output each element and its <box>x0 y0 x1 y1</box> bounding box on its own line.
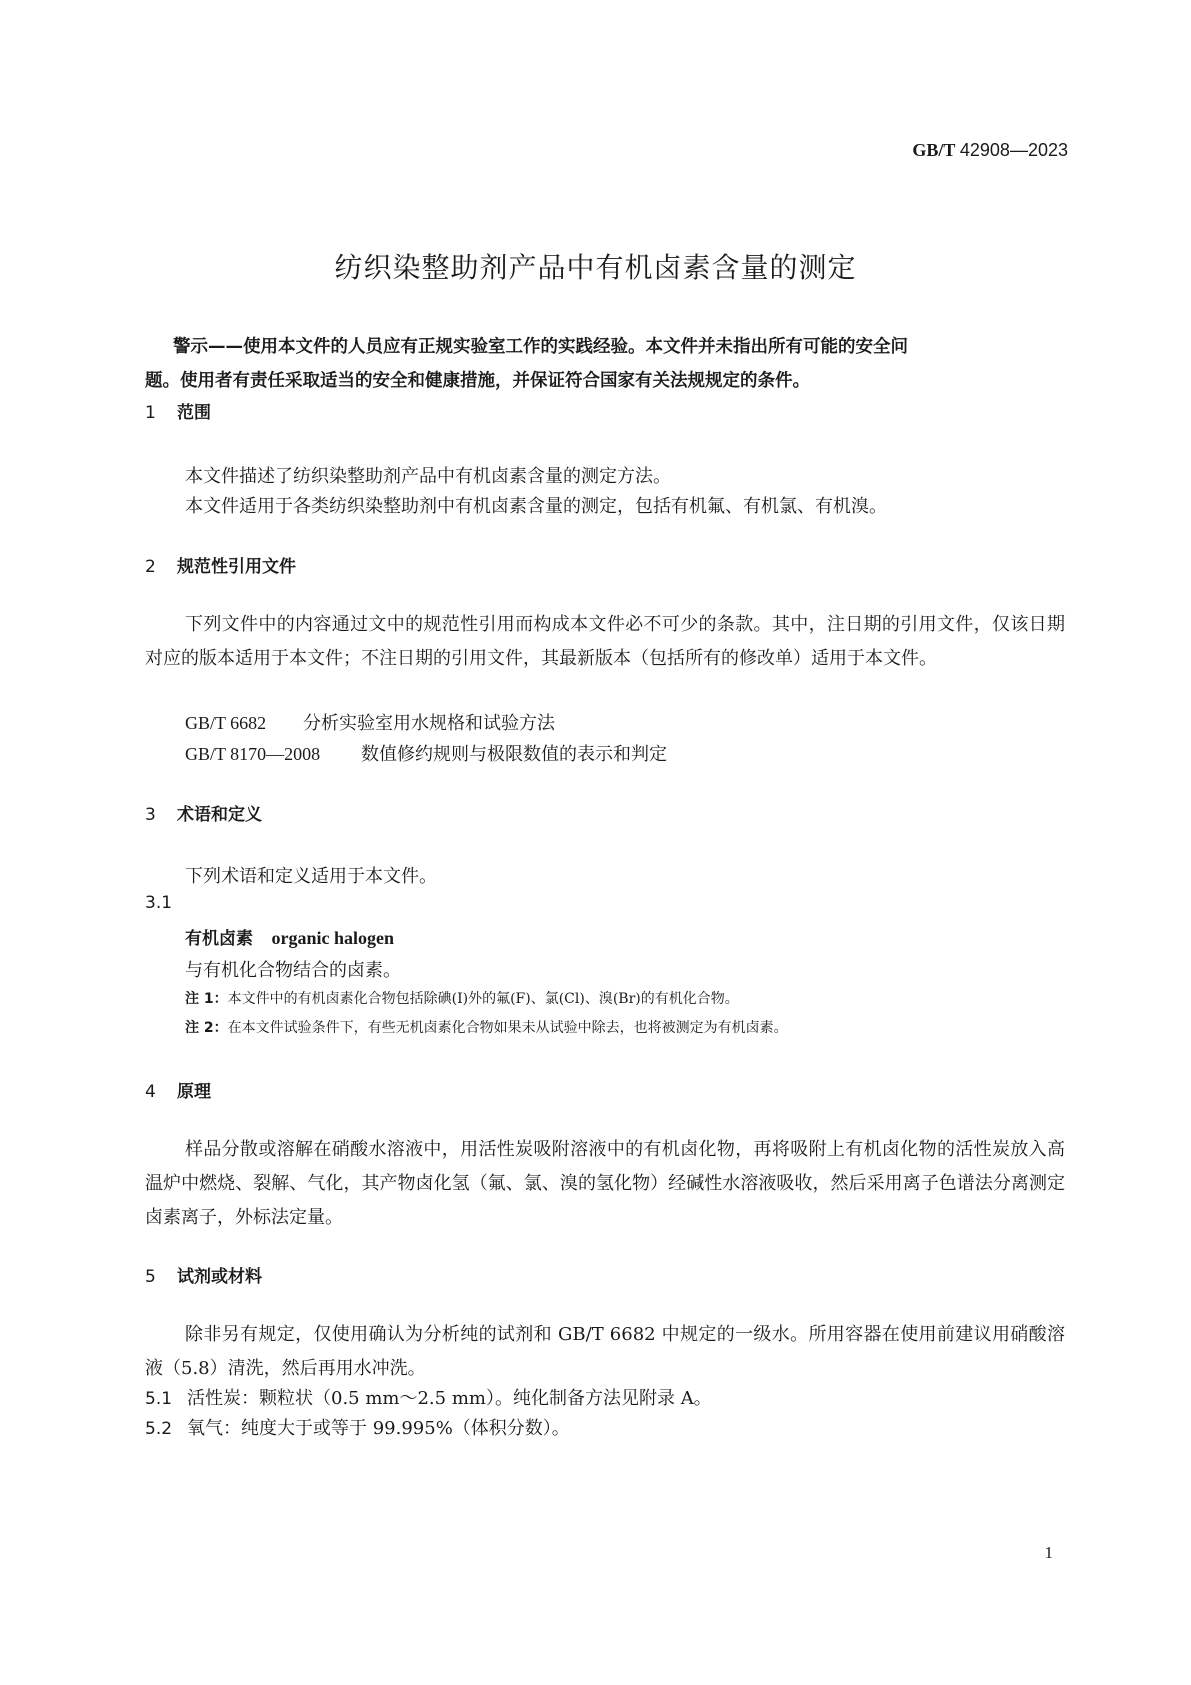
paragraph-line: 本文件描述了纺织染整助剂产品中有机卤素含量的测定方法。 <box>185 466 671 487</box>
section-number: 2 <box>145 557 156 577</box>
section-number: 3 <box>145 805 156 825</box>
standard-number <box>912 140 1068 161</box>
section-heading <box>145 552 296 577</box>
note-item <box>185 988 739 1008</box>
standard-prefix: GB/T <box>912 140 956 160</box>
section-heading <box>145 398 211 423</box>
section-title: 术语和定义 <box>177 805 262 825</box>
section-number: 5 <box>145 1267 156 1287</box>
standard-code: 42908—2023 <box>959 140 1068 160</box>
reagent-item <box>145 1414 570 1440</box>
reference-title: 数值修约规则与极限数值的表示和判定 <box>361 744 667 765</box>
section-heading <box>145 800 262 825</box>
paragraph <box>145 1318 1065 1386</box>
paragraph <box>145 1133 1065 1235</box>
paragraph <box>145 608 1065 676</box>
note-label: 注 2： <box>185 1020 228 1036</box>
warning-line: 警示——使用本文件的人员应有正规实验室工作的实践经验。本文件并未指出所有可能的安全问 <box>173 337 908 357</box>
item-text: 活性炭：颗粒状（0.5 mm～2.5 mm）。纯化制备方法见附录 A。 <box>187 1388 712 1409</box>
reagent-item <box>145 1384 712 1410</box>
paragraph-text: 除非另有规定，仅使用确认为分析纯的试剂和 GB/T 6682 中规定的一级水。所用容器在使用前建议用硝酸溶液（5.8）清洗，然后再用水冲洗。 <box>145 1324 1065 1379</box>
item-number: 5.1 <box>145 1389 173 1409</box>
term-chinese: 有机卤素 <box>185 929 253 949</box>
note-text: 本文件中的有机卤素化合物包括除碘(I)外的氟(F)、氯(Cl)、溴(Br)的有机化合物。 <box>227 991 739 1007</box>
warning-block <box>145 330 1065 398</box>
item-number: 5.2 <box>145 1419 173 1439</box>
reference-item <box>185 740 667 766</box>
section-number: 1 <box>145 403 156 423</box>
reference-code: GB/T 8170—2008 <box>185 744 321 764</box>
term-number: 3.1 <box>145 893 173 913</box>
document-title: 纺织染整助剂产品中有机卤素含量的测定 <box>334 251 857 284</box>
section-title: 范围 <box>177 403 211 423</box>
page-number: 1 <box>1044 1543 1053 1562</box>
note-text: 在本文件试验条件下，有些无机卤素化合物如果未从试验中除去，也将被测定为有机卤素。 <box>227 1020 788 1036</box>
term-english: organic halogen <box>271 928 395 948</box>
paragraph-text: 样品分散或溶解在硝酸水溶液中，用活性炭吸附溶液中的有机卤化物，再将吸附上有机卤化物的活性炭放入高温炉中燃烧、裂解、气化，其产物卤化氢（氟、氯、溴的氢化物）经碱性水溶液吸收，然后采用离子色谱法分离测定卤素离子，外标法定量。 <box>145 1139 1065 1228</box>
section-title: 试剂或材料 <box>177 1267 262 1287</box>
term-entry <box>185 924 394 949</box>
warning-line: 题。使用者有责任采取适当的安全和健康措施，并保证符合国家有关法规规定的条件。 <box>145 371 810 391</box>
section-title: 原理 <box>177 1082 211 1102</box>
note-label: 注 1： <box>185 991 228 1007</box>
section-heading <box>145 1262 262 1287</box>
item-text: 氧气：纯度大于或等于 99.995%（体积分数）。 <box>187 1418 570 1439</box>
section-number: 4 <box>145 1082 156 1102</box>
note-item <box>185 1017 788 1037</box>
reference-item <box>185 709 555 735</box>
paragraph-text: 下列文件中的内容通过文中的规范性引用而构成本文件必不可少的条款。其中，注日期的引用文件，仅该日期对应的版本适用于本文件；不注日期的引用文件，其最新版本（包括所有的修改单）适用于本文件。 <box>145 614 1065 669</box>
reference-code: GB/T 6682 <box>185 713 267 733</box>
paragraph-line: 本文件适用于各类纺织染整助剂中有机卤素含量的测定，包括有机氟、有机氯、有机溴。 <box>185 496 887 517</box>
section-heading <box>145 1077 211 1102</box>
paragraph-line: 下列术语和定义适用于本文件。 <box>185 866 437 887</box>
reference-title: 分析实验室用水规格和试验方法 <box>303 713 555 734</box>
term-definition: 与有机化合物结合的卤素。 <box>185 960 401 981</box>
section-title: 规范性引用文件 <box>177 557 296 577</box>
